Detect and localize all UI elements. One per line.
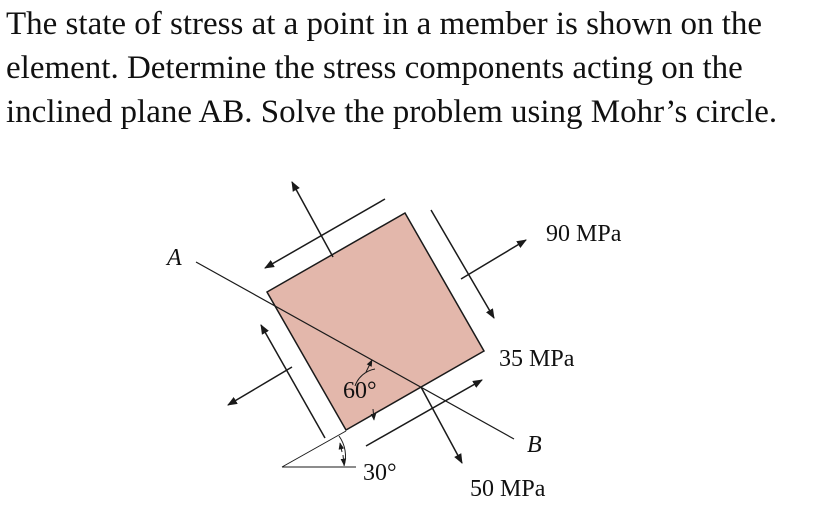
point-b-label: B (527, 432, 542, 458)
angle-30-arrow-down (343, 455, 344, 465)
problem-line-2: element. Determine the stress components acting on the (6, 50, 743, 86)
angle-60-label: 60° (343, 378, 377, 404)
right-normal-arrow (461, 240, 526, 279)
angle-30-label: 30° (363, 460, 397, 486)
reference-inclined-line (282, 431, 346, 467)
stress-35-label: 35 MPa (499, 346, 575, 372)
problem-line-1: The state of stress at a point in a member is shown on the (6, 6, 763, 42)
problem-line-3: inclined plane AB. Solve the problem using Mohr’s circle. (6, 94, 778, 130)
point-a-label: A (167, 245, 182, 271)
top-left-normal-arrow (292, 182, 333, 257)
stress-50-label: 50 MPa (470, 476, 546, 502)
angle-30-arrow-up (340, 443, 342, 452)
angle-30-indicator (282, 431, 356, 467)
stress-90-label: 90 MPa (546, 221, 622, 247)
left-normal-arrow (228, 367, 292, 405)
